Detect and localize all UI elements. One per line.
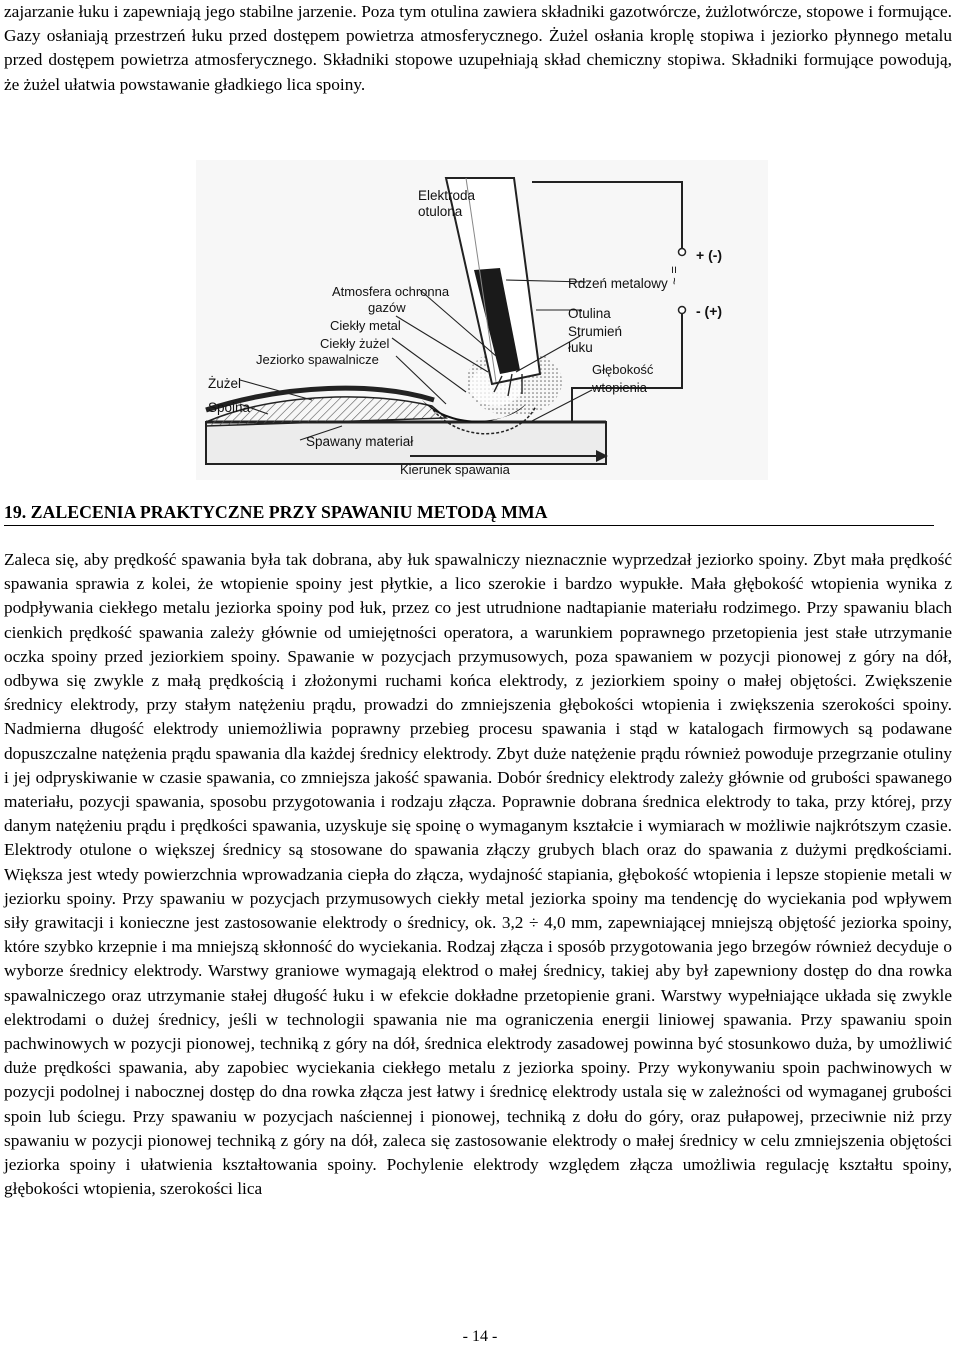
label-shield-gas-2: gazów bbox=[368, 300, 406, 315]
intro-paragraph: zajarzanie łuku i zapewniają jego stabilne jarzenie. Poza tym otulina zawiera składniki gazotwórcze, żużlotwórcze, stopowe i formujące. Gazy osłaniają przestrzeń łuku przed dostępem powietrza atmosferycznego. Żużel osłania kroplę stopiwa i jeziorko płynnego metalu przed dostępem powietrza atmosferycznego. Składniki stopowe uzupełniają skład chemiczny stopiwa. Składniki formujące powodują, że żużel ułatwia powstawanie gładkiego lica spoiny. bbox=[4, 2, 952, 94]
body-paragraph: Zaleca się, aby prędkość spawania była tak dobrana, aby łuk spawalniczy nieznacznie wyprzedzał jeziorko spoiny. Zbyt mała prędkość spawania sprawia z kolei, że wtopienie spoiny jest płytkie, a lico szerokie i bardzo wypukłe. Mała głębokość wtopienia wynika z podpływania ciekłego metalu jeziorka spoiny pod łuk, przez co jest utrudnione nadtapianie materiału rodzimego. Przy spawaniu blach cienkich prędkość spawania zależy głównie od umiejętności operatora, a warunkiem poprawnego przetopienia jest stałe utrzymanie oczka spoiny przed jeziorkiem spoiny. Spawanie w pozycjach przymusowych, poza spawaniem w pozycji pionowej z góry na dół, odbywa się zwykle z małą prędkością i złożonymi ruchami końca elektrody, z jeziorkiem spoiny o małej objętości. Zwiększenie średnicy elektrody, przy stałym natężeniu prądu, prowadzi do zmniejszenia głębokości wtopienia i zwiększenia szerokości spoiny. Nadmierna długość elektrody uniemożliwia poprawny przebieg procesu spawania i stąd w katalogach firmowych są podawane dopuszczalne natężenia prądu spawania dla każdej średnicy elektrody. Zbyt duże natężenie prądu również powoduje przegrzanie otuliny i jej odpryskiwanie w czasie spawania, co zmniejsza jakość spawania. Dobór średnicy elektrody zależy głównie od grubości spawanego materiału, pozycji spawania, sposobu przygotowania i rodzaju złącza. Poprawnie dobrana średnica elektrody to taka, przy której, przy danym natężeniu prądu i prędkości spawania, uzyskuje się spoinę o wymaganym kształcie i wymiarach w możliwie najkrótszym czasie. Elektrody otulone o większej średnicy są stosowane do spawania złączy grubych blach oraz do spawania z dużymi prędkościami. Większa jest wtedy powierzchnia wprowadzania ciepła do złącza, wydajność stapiania, głębokość wtopienia i lepsze stopienie metali w jeziorku spoiny. Przy spawaniu w pozycjach przymusowych ciekły metal jeziorka spoiny ma tendencję do wyciekania pod wpływem siły grawitacji i konieczne jest zastosowanie elektrody o średnicy, ok. 3,2 ÷ 4,0 mm, zapewniającej mniejszą objętość jeziorka spoiny, które szybko krzepnie i ma mniejszą skłonność do wyciekania. Rodzaj złącza i sposób przygotowania jego brzegów również decyduje o wyborze średnicy elektrody. Warstwy graniowe wymagają elektrod o małej średnicy, takiej aby był zapewniony dostęp do dna rowka spawalniczego oraz utrzymanie stałej długość łuku i w efekcie dokładne przetopienie grani. Warstwy wypełniające układa się zwykle elektrodami o dużej średnicy, jeśli w technologii spawania nie ma ograniczenia energii liniowej spawania. Przy spawaniu spoin pachwinowych w pozycji pionowej, techniką z góry na dół, średnica elektrody zasadowej powinna być stosunkowo duża, by umożliwić duże prędkości spawania, aby zapobiec wyciekania ciekłego metalu z jeziorka spoiny. Przy wykonywaniu spoin pachwinowych w pozycji podolnej i nabocznej dostęp do dna rowka złącza jest łatwy i średnicę elektrody ustala się w zależności od wymaganej grubości spoin lub ściegu. Przy spawaniu w pozycjach naściennej i pionowej, techniką z dołu do góry, oraz pułapowej, przeciwnie niż przy spawaniu w pozycji pionowej techniką z góry na dół, zaleca się zastosowanie elektrody o małej średnicy w celu zmniejszenia objętości jeziorka spoiny i ułatwienia kształtowania spoiny. Pochylenie elektrody względem złącza umożliwia regulację kształtu spoiny, głębokości wtopienia, szerokości lica bbox=[4, 550, 952, 1199]
label-penetration-1: Głębokość bbox=[592, 362, 654, 377]
label-penetration-2: wtopienia bbox=[592, 380, 647, 395]
terminal-bottom bbox=[679, 307, 686, 314]
label-electrode-1: Elektroda bbox=[418, 188, 476, 203]
label-shield-gas-1: Atmosfera ochronna bbox=[332, 284, 450, 299]
label-polarity-minus: - (+) bbox=[696, 303, 723, 319]
label-arc-2: łuku bbox=[568, 340, 593, 355]
label-core: Rdzeń metalowy bbox=[568, 276, 668, 291]
label-electrode-2: otulona bbox=[418, 204, 463, 219]
label-liquid-slag: Ciekły żużel bbox=[320, 336, 390, 351]
mma-welding-diagram bbox=[196, 160, 768, 480]
label-current-type: = ~ bbox=[667, 266, 682, 285]
label-direction: Kierunek spawania bbox=[400, 462, 510, 477]
label-polarity-plus: + (-) bbox=[696, 247, 723, 263]
label-liquid-metal: Ciekły metal bbox=[330, 318, 401, 333]
label-slag: Żużel bbox=[208, 376, 242, 391]
label-base-material: Spawany materiał bbox=[306, 434, 414, 449]
page-number: - 14 - bbox=[462, 1328, 498, 1345]
label-arc-1: Strumień bbox=[568, 324, 623, 339]
label-weld-pool: Jeziorko spawalnicze bbox=[256, 352, 379, 367]
label-weld: Spoina bbox=[208, 400, 251, 415]
label-coating: Otulina bbox=[568, 306, 611, 321]
section-heading: 19. ZALECENIA PRAKTYCZNE PRZY SPAWANIU METODĄ MMA bbox=[4, 502, 934, 526]
terminal-top bbox=[679, 249, 686, 256]
